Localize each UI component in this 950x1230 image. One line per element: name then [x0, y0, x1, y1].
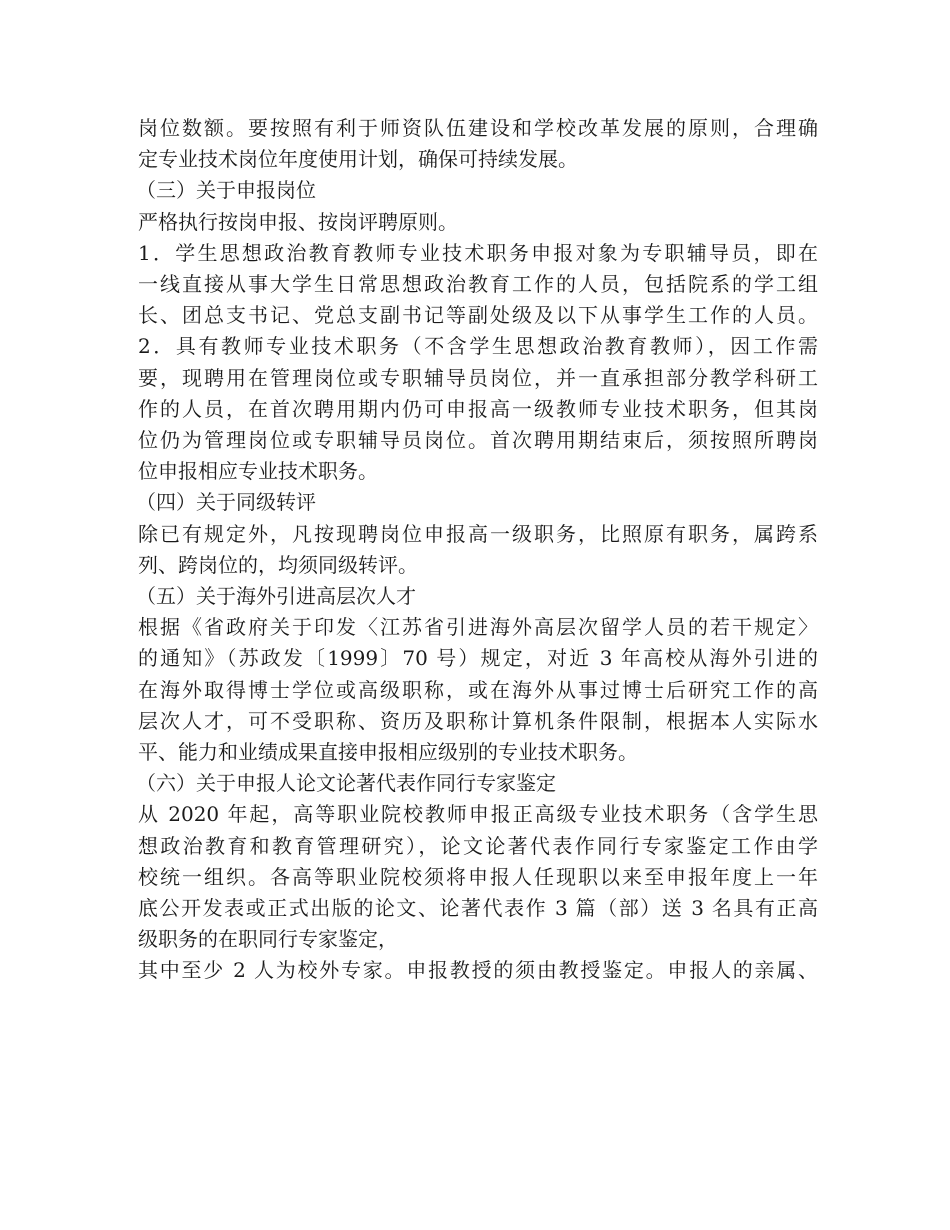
- body-paragraph: [138, 612, 818, 768]
- text-line: 一线直接从事大学生日常思想政治教育工作的人员，包括院系的学工组: [138, 272, 818, 297]
- body-paragraph: [138, 519, 818, 581]
- text-line: 要，现聘用在管理岗位或专职辅导员岗位，并一直承担部分教学科研工: [138, 365, 818, 390]
- text-line: 作的人员，在首次聘用期内仍可申报高一级教师专业技术职务，但其岗: [138, 396, 818, 421]
- text-line: 严格执行按岗申报、按岗评聘原则。: [138, 209, 458, 234]
- body-paragraph: [138, 207, 818, 238]
- text-line: 从 2020 年起，高等职业院校教师申报正高级专业技术职务（含学生思: [138, 802, 818, 827]
- body-paragraph: [138, 331, 818, 487]
- text-line: 岗位数额。要按照有利于师资队伍建设和学校改革发展的原则，合理确: [138, 116, 818, 140]
- text-line: 列、跨岗位的，均须同级转评。: [138, 552, 418, 577]
- text-line: （五）关于海外引进高层次人才: [136, 584, 416, 609]
- text-line: （四）关于同级转评: [136, 490, 316, 515]
- text-line: 在海外取得博士学位或高级职称，或在海外从事过博士后研究工作的高: [138, 677, 818, 702]
- body-paragraph: [138, 955, 818, 986]
- text-line: （六）关于申报人论文论著代表作同行专家鉴定: [136, 771, 556, 796]
- text-line: 除已有规定外，凡按现聘岗位申报高一级职务，比照原有职务，属跨系: [138, 521, 818, 546]
- text-line: 1．学生思想政治教育教师专业技术职务申报对象为专职辅导员，即在: [138, 240, 818, 265]
- text-line: 平、能力和业绩成果直接申报相应级别的专业技术职务。: [138, 740, 638, 765]
- text-line: 位申报相应专业技术职务。: [138, 459, 378, 484]
- text-line: 长、团总支书记、党总支副书记等副处级及以下从事学生工作的人员。: [138, 303, 818, 328]
- text-line: 其中至少 2 人为校外专家。申报教授的须由教授鉴定。申报人的亲属、: [138, 958, 818, 983]
- body-paragraph: [138, 799, 818, 955]
- text-line: 底公开发表或正式出版的论文、论著代表作 3 篇（部）送 3 名具有正高: [138, 896, 818, 921]
- text-line: （三）关于申报岗位: [136, 178, 316, 203]
- text-line: 想政治教育和教育管理研究），论文论著代表作同行专家鉴定工作由学: [138, 833, 818, 858]
- text-line: 2．具有教师专业技术职务（不含学生思想政治教育教师），因工作需: [138, 334, 818, 359]
- text-line: 校统一组织。各高等职业院校须将申报人任现职以来至申报年度上一年: [138, 864, 818, 889]
- text-line: 级职务的在职同行专家鉴定，: [138, 927, 398, 952]
- section-heading: [138, 487, 818, 518]
- body-paragraph: [138, 113, 818, 175]
- text-line: 的通知》（苏政发〔1999〕70 号）规定，对近 3 年高校从海外引进的: [138, 646, 818, 671]
- body-paragraph: [138, 238, 818, 332]
- section-heading: [138, 768, 818, 799]
- text-line: 位仍为管理岗位或专职辅导员岗位。首次聘用期结束后，须按照所聘岗: [138, 428, 818, 453]
- document-page: [138, 113, 818, 987]
- text-line: 层次人才，可不受职称、资历及职称计算机条件限制，根据本人实际水: [138, 708, 818, 733]
- text-line: 定专业技术岗位年度使用计划，确保可持续发展。: [138, 147, 578, 172]
- text-line: 根据《省政府关于印发〈江苏省引进海外高层次留学人员的若干规定〉: [138, 615, 818, 640]
- section-heading: [138, 175, 818, 206]
- section-heading: [138, 581, 818, 612]
